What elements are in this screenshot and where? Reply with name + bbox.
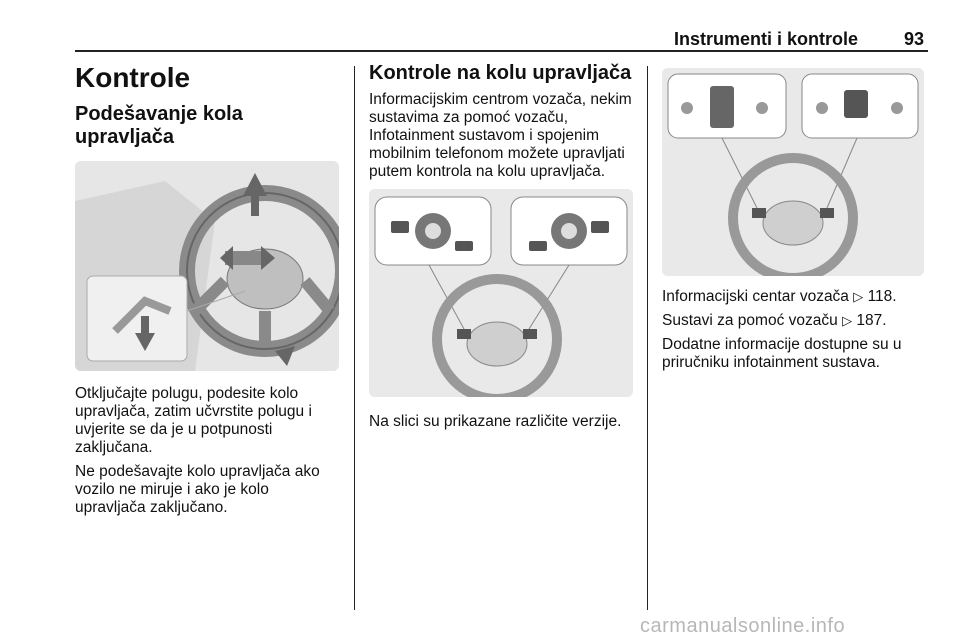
steering-controls-figure-a — [369, 189, 633, 397]
watermark: carmanualsonline.info — [640, 615, 846, 637]
section-heading: Kontrole — [75, 62, 191, 93]
page-header — [75, 26, 928, 52]
paragraph-warning: Ne podešavajte kolo upravljača ako vozilo ne miruje i ako je kolo upravljača zaključano. — [75, 463, 320, 516]
paragraph-adjust: Otključajte polugu, podesite kolo upravljača, zatim učvrstite polugu i uvjerite se da je u potpunosti zaključana. — [75, 385, 312, 456]
reference-page: 118. — [867, 288, 897, 305]
reference-driver-info — [662, 288, 928, 306]
paragraph-infotainment: Dodatne informacije dostupne su u priručniku infotainment sustava. — [662, 336, 902, 371]
steering-adjust-figure — [75, 161, 339, 371]
reference-text: Sustavi za pomoć vozaču — [662, 312, 838, 329]
reference-driver-assist — [662, 312, 928, 330]
header-title: Instrumenti i kontrole — [673, 29, 858, 49]
triangle-right-icon: ▷ — [842, 313, 853, 328]
controls-heading: Kontrole na kolu upravljača — [369, 62, 632, 84]
reference-page: 187. — [856, 312, 887, 329]
column-middle — [369, 62, 637, 437]
steering-controls-figure-b — [662, 68, 924, 276]
paragraph-versions: Na slici su prikazane različite verzije. — [369, 413, 622, 430]
header-rule — [75, 50, 928, 52]
triangle-right-icon: ▷ — [853, 289, 864, 304]
subsection-heading: Podešavanje kola upravljača — [75, 103, 243, 148]
column-divider-2 — [647, 66, 648, 610]
column-divider-1 — [354, 66, 355, 610]
reference-text: Informacijski centar vozača — [662, 288, 849, 305]
paragraph-controls-intro: Informacijskim centrom vozača, nekim sustavima za pomoć vozaču, Infotainment sustavom i spojenim mobilnim telefonom možete upravljati putem kontrola na kolu upravljača. — [369, 91, 632, 180]
column-left — [75, 62, 343, 523]
page-number: 93 — [903, 29, 924, 49]
column-right — [662, 68, 928, 378]
